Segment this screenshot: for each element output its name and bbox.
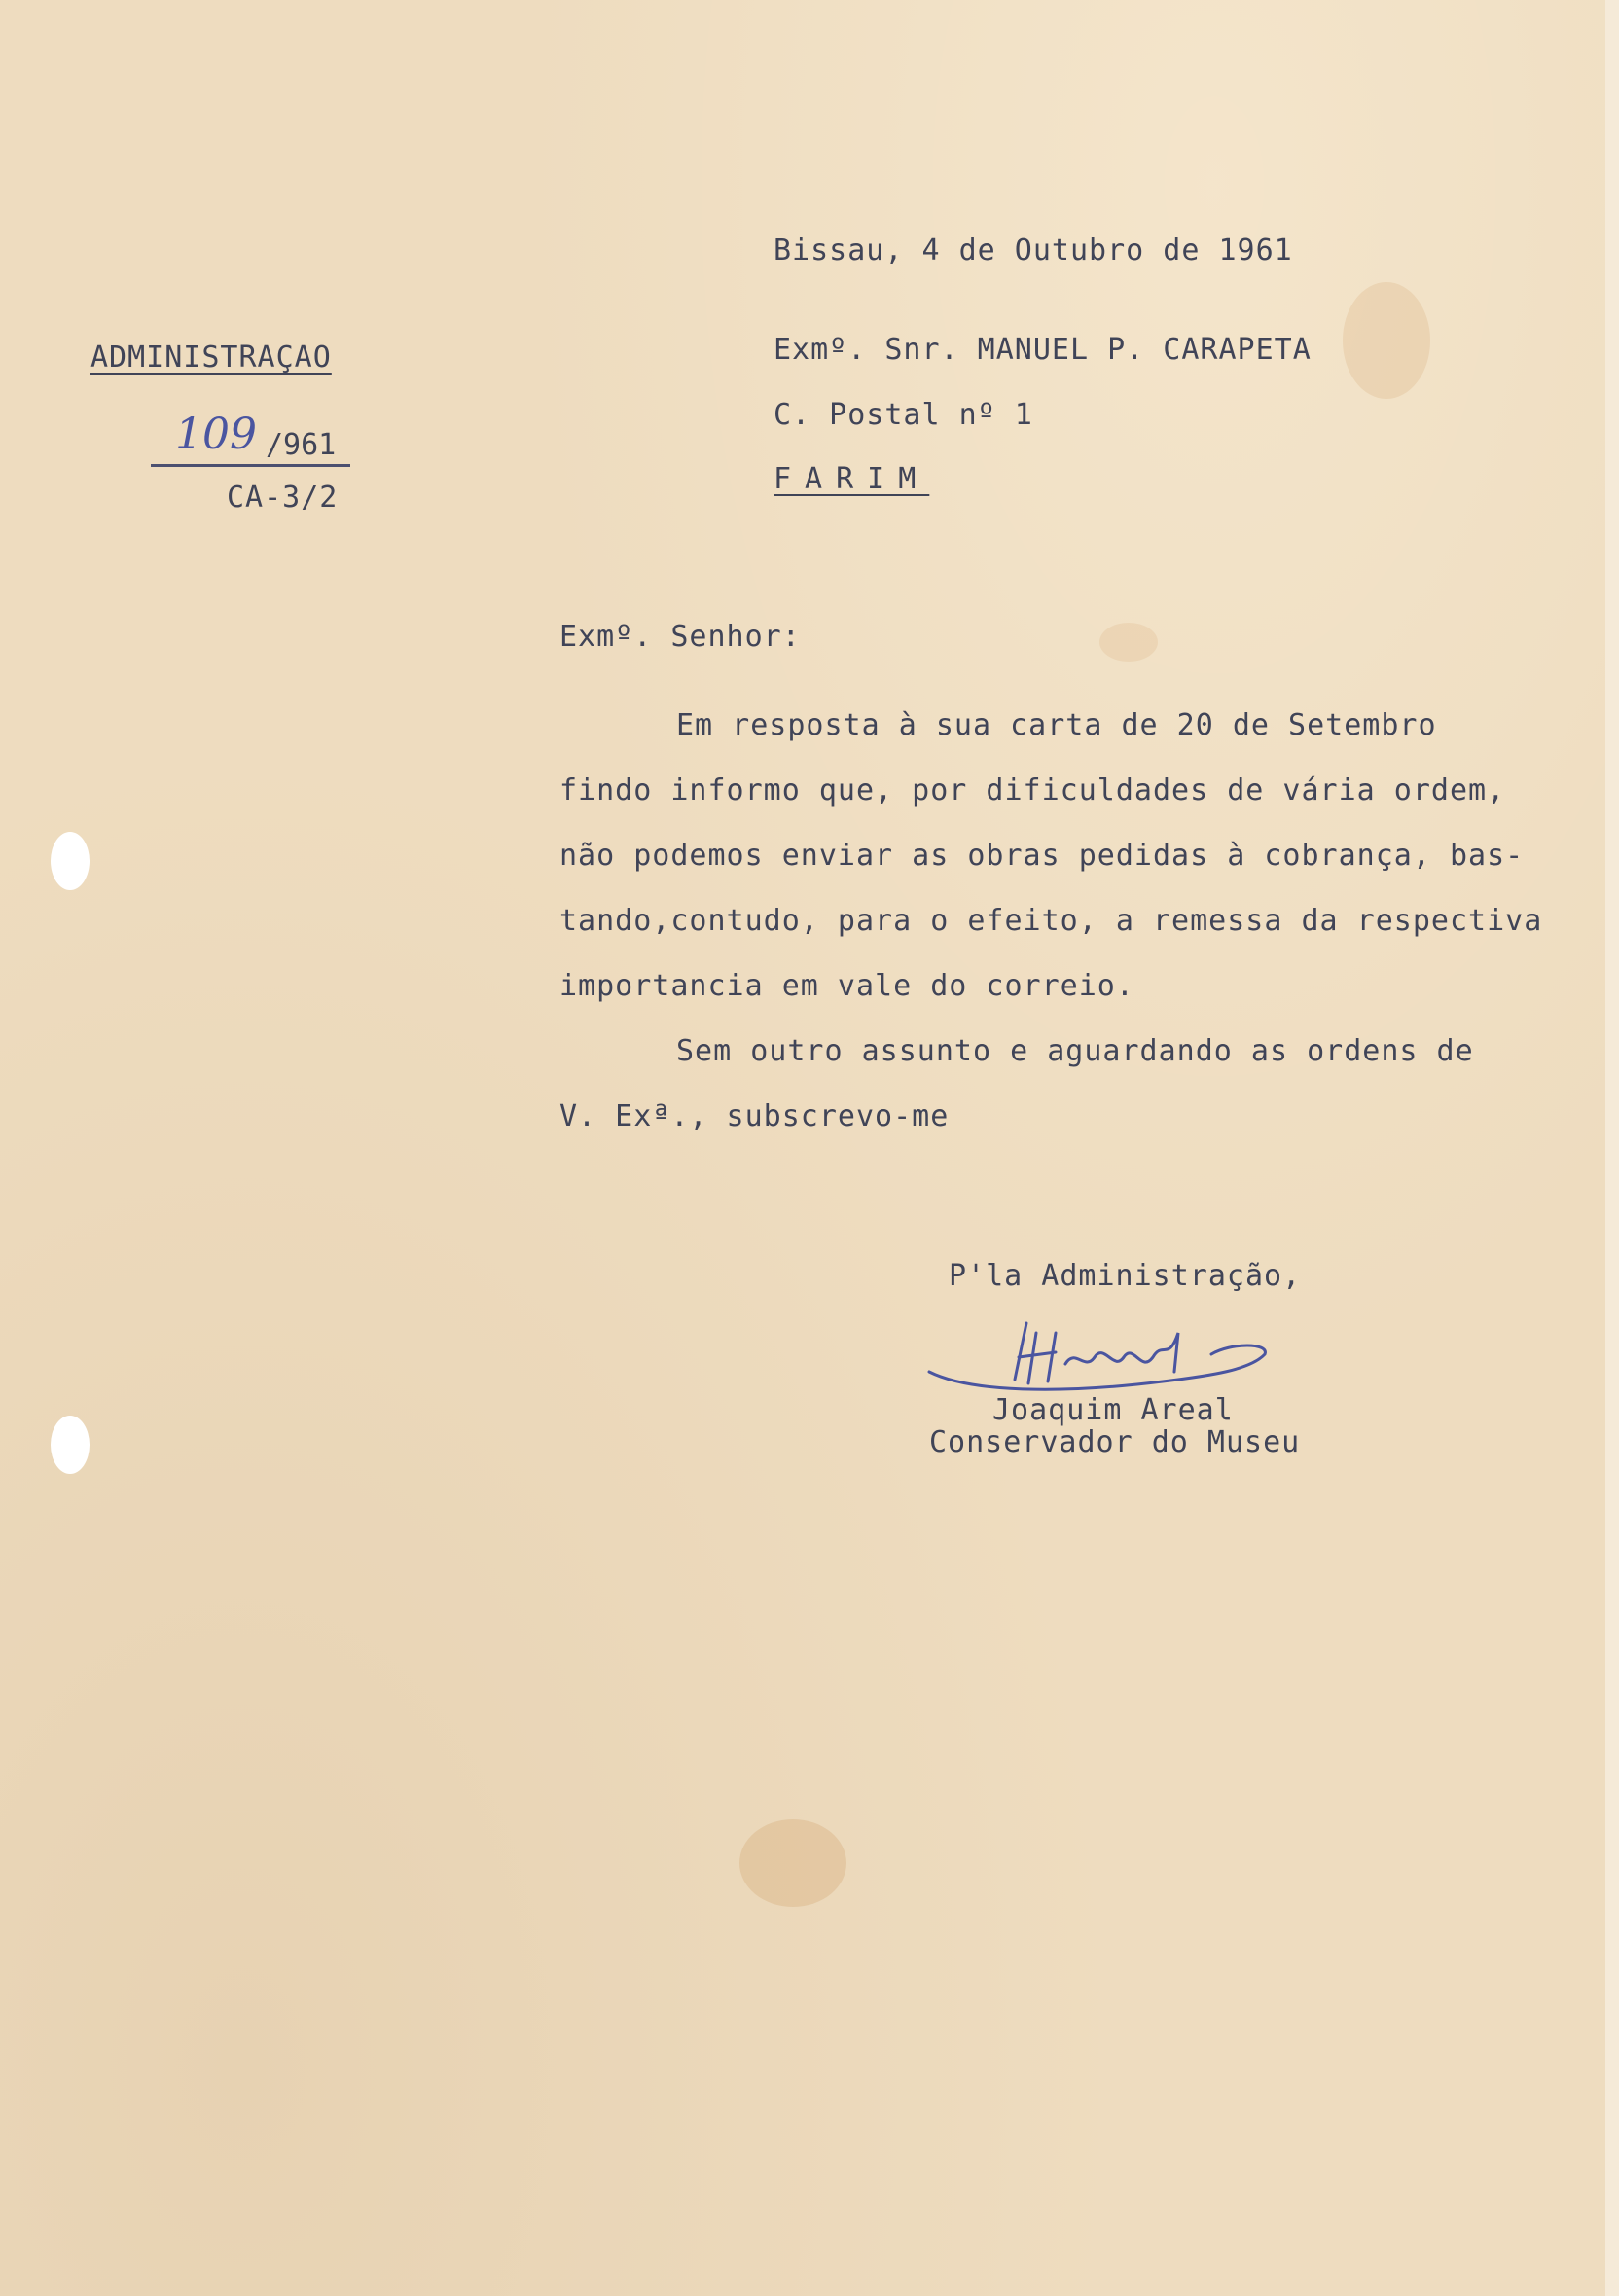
- complimentary-close: P'la Administração,: [949, 1259, 1302, 1293]
- punch-hole-bottom: [51, 1416, 90, 1474]
- signatory-title: Conservador do Museu: [929, 1425, 1301, 1459]
- file-code: CA-3/2: [227, 481, 339, 515]
- body-line: Em resposta à sua carta de 20 de Setembro: [676, 708, 1437, 742]
- body-line: Sem outro assunto e aguardando as ordens de: [676, 1034, 1474, 1068]
- department-heading: ADMINISTRAÇAO: [90, 341, 332, 375]
- signatory-name: Joaquim Areal: [992, 1393, 1234, 1427]
- body-line: tando,contudo, para o efeito, a remessa da respectiva: [559, 904, 1543, 938]
- recipient-town: FARIM: [774, 462, 930, 496]
- recipient-name: Exmº. Snr. MANUEL P. CARAPETA: [774, 333, 1312, 367]
- punch-hole-top: [51, 832, 90, 890]
- body-line: não podemos enviar as obras pedidas à cobrança, bas-: [559, 839, 1525, 873]
- handwritten-ref-number: 109: [175, 410, 257, 459]
- recipient-postal-box: C. Postal nº 1: [774, 398, 1033, 432]
- ref-year: /961: [266, 428, 337, 462]
- paper-stain: [1099, 623, 1158, 662]
- paper-stain: [1343, 282, 1430, 399]
- salutation: Exmº. Senhor:: [559, 620, 801, 654]
- body-line: findo informo que, por dificuldades de vária ordem,: [559, 773, 1506, 807]
- body-line: V. Exª., subscrevo-me: [559, 1099, 950, 1133]
- paper-stain: [739, 1819, 846, 1907]
- body-line: importancia em vale do correio.: [559, 969, 1134, 1003]
- ref-underline: [151, 464, 350, 467]
- reference-number: [151, 410, 350, 472]
- paper-edge: [1605, 0, 1619, 2296]
- place-and-date: Bissau, 4 de Outubro de 1961: [774, 233, 1293, 268]
